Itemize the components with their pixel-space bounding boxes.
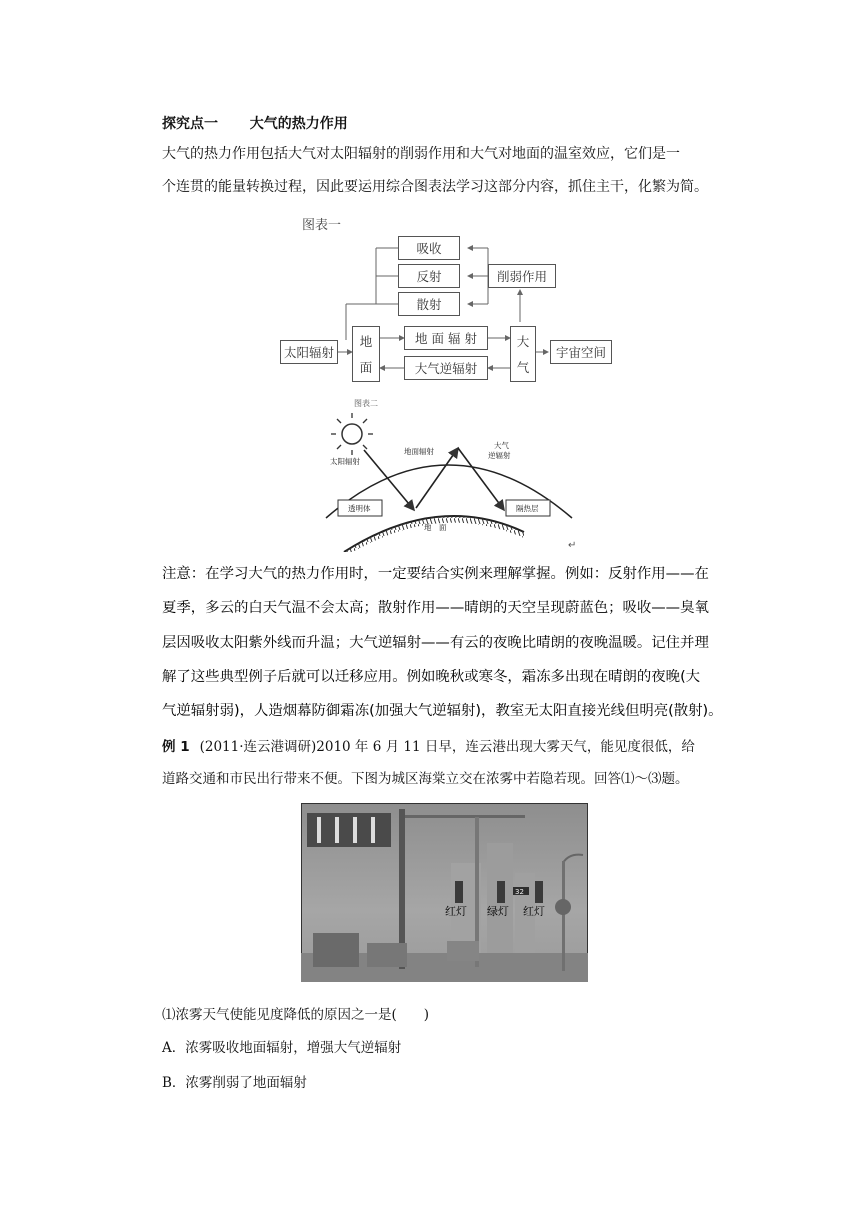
- example-text-2: 道路交通和市民出行带来不便。下图为城区海棠立交在浓雾中若隐若现。回答⑴～⑶题。: [162, 771, 689, 787]
- figure2-diagram: [318, 392, 580, 552]
- example-text-1: (2011·连云港调研)2010 年 6 月 11 日早，连云港出现大雾天气，能见度很低，给: [199, 739, 695, 755]
- label-counter-radiation-2: 逆辐射: [488, 451, 511, 460]
- box-scatter: 散射: [398, 292, 460, 316]
- figure2-caption: 图表二: [354, 399, 378, 408]
- figure1-caption: 图表一: [302, 218, 342, 233]
- box-ground-char: 面: [359, 360, 373, 375]
- bus: [313, 933, 359, 967]
- label-green-light: 绿灯: [487, 905, 509, 918]
- label-ground-radiation: 地面辐射: [404, 447, 434, 456]
- figure2-svg: [318, 392, 580, 552]
- box-space: 宇宙空间: [550, 340, 612, 364]
- option-a: [162, 1036, 401, 1056]
- box-reflect: 反射: [398, 264, 460, 288]
- sun-icon: [331, 413, 373, 455]
- label-insulation: 隔热层: [516, 504, 539, 513]
- box-weaken: 削弱作用: [488, 264, 556, 288]
- label-ground: 地 面: [424, 523, 447, 532]
- note-line: 注意：在学习大气的热力作用时，一定要结合实例来理解掌握。例如：反射作用——在: [162, 566, 709, 582]
- box-solar-radiation: 太阳辐射: [280, 340, 338, 364]
- note-paragraph: [162, 557, 734, 728]
- box-counter-radiation: 大气逆辐射: [404, 356, 488, 380]
- section-heading: [162, 113, 348, 133]
- box-atmosphere-char: 大: [516, 334, 530, 349]
- figure1-flowchart: [276, 230, 616, 385]
- option-text: 浓雾吸收地面辐射，增强大气逆辐射: [185, 1040, 402, 1056]
- note-line: 夏季，多云的白天气温不会太高；散射作用——晴朗的天空呈现蔚蓝色；吸收——臭氧: [162, 600, 709, 617]
- ground-radiation-arrow: [416, 448, 458, 508]
- label-red-light: 红灯: [523, 905, 545, 918]
- example-label: 例 1: [162, 739, 190, 755]
- option-letter: A．: [162, 1040, 186, 1056]
- label-red-light: 红灯: [445, 905, 467, 918]
- option-letter: B．: [162, 1075, 186, 1091]
- return-mark: ↵: [568, 540, 577, 551]
- label-counter-radiation-1: 大气: [494, 441, 509, 450]
- label-transparent: 透明体: [348, 504, 371, 513]
- option-text: 浓雾削弱了地面辐射: [185, 1075, 307, 1091]
- note-line: 层因吸收太阳紫外线而升温；大气逆辐射——有云的夜晚比晴朗的夜晚温暖。记住并理: [162, 634, 709, 651]
- signal-number: 32: [515, 888, 524, 896]
- note-line: 解了这些典型例子后就可以迁移应用。例如晚秋或寒冬，霜冻多出现在晴朗的夜晚(大: [162, 668, 701, 685]
- question-stem: ⑴浓雾天气使能见度降低的原因之一是( ): [162, 1007, 430, 1023]
- example-1: [162, 731, 734, 795]
- intro-paragraph: [162, 138, 732, 204]
- label-solar-radiation: 太阳辐射: [330, 457, 360, 466]
- intro-line: 大气的热力作用包括大气对太阳辐射的削弱作用和大气对地面的温室效应，它们是一: [162, 146, 680, 162]
- section-title: 大气的热力作用: [249, 116, 348, 132]
- box-atmosphere: [510, 326, 536, 382]
- example-line-1: [162, 731, 734, 763]
- box-ground-radiation: 地 面 辐 射: [404, 326, 488, 350]
- section-label: 探究点一: [162, 116, 218, 132]
- box-absorb: 吸收: [398, 236, 460, 260]
- fog-photo: [301, 803, 588, 982]
- box-ground-char: 地: [359, 334, 373, 349]
- box-atmosphere-char: 气: [516, 360, 530, 375]
- option-b: [162, 1071, 307, 1091]
- box-ground: [352, 326, 380, 382]
- intro-line: 个连贯的能量转换过程，因此要运用综合图表法学习这部分内容，抓住主干，化繁为简。: [162, 179, 708, 195]
- fog-photo-svg: [301, 803, 588, 982]
- note-line: 气逆辐射弱)，人造烟幕防御霜冻(加强大气逆辐射)，教室无太阳直接光线但明亮(散射)。: [162, 703, 723, 720]
